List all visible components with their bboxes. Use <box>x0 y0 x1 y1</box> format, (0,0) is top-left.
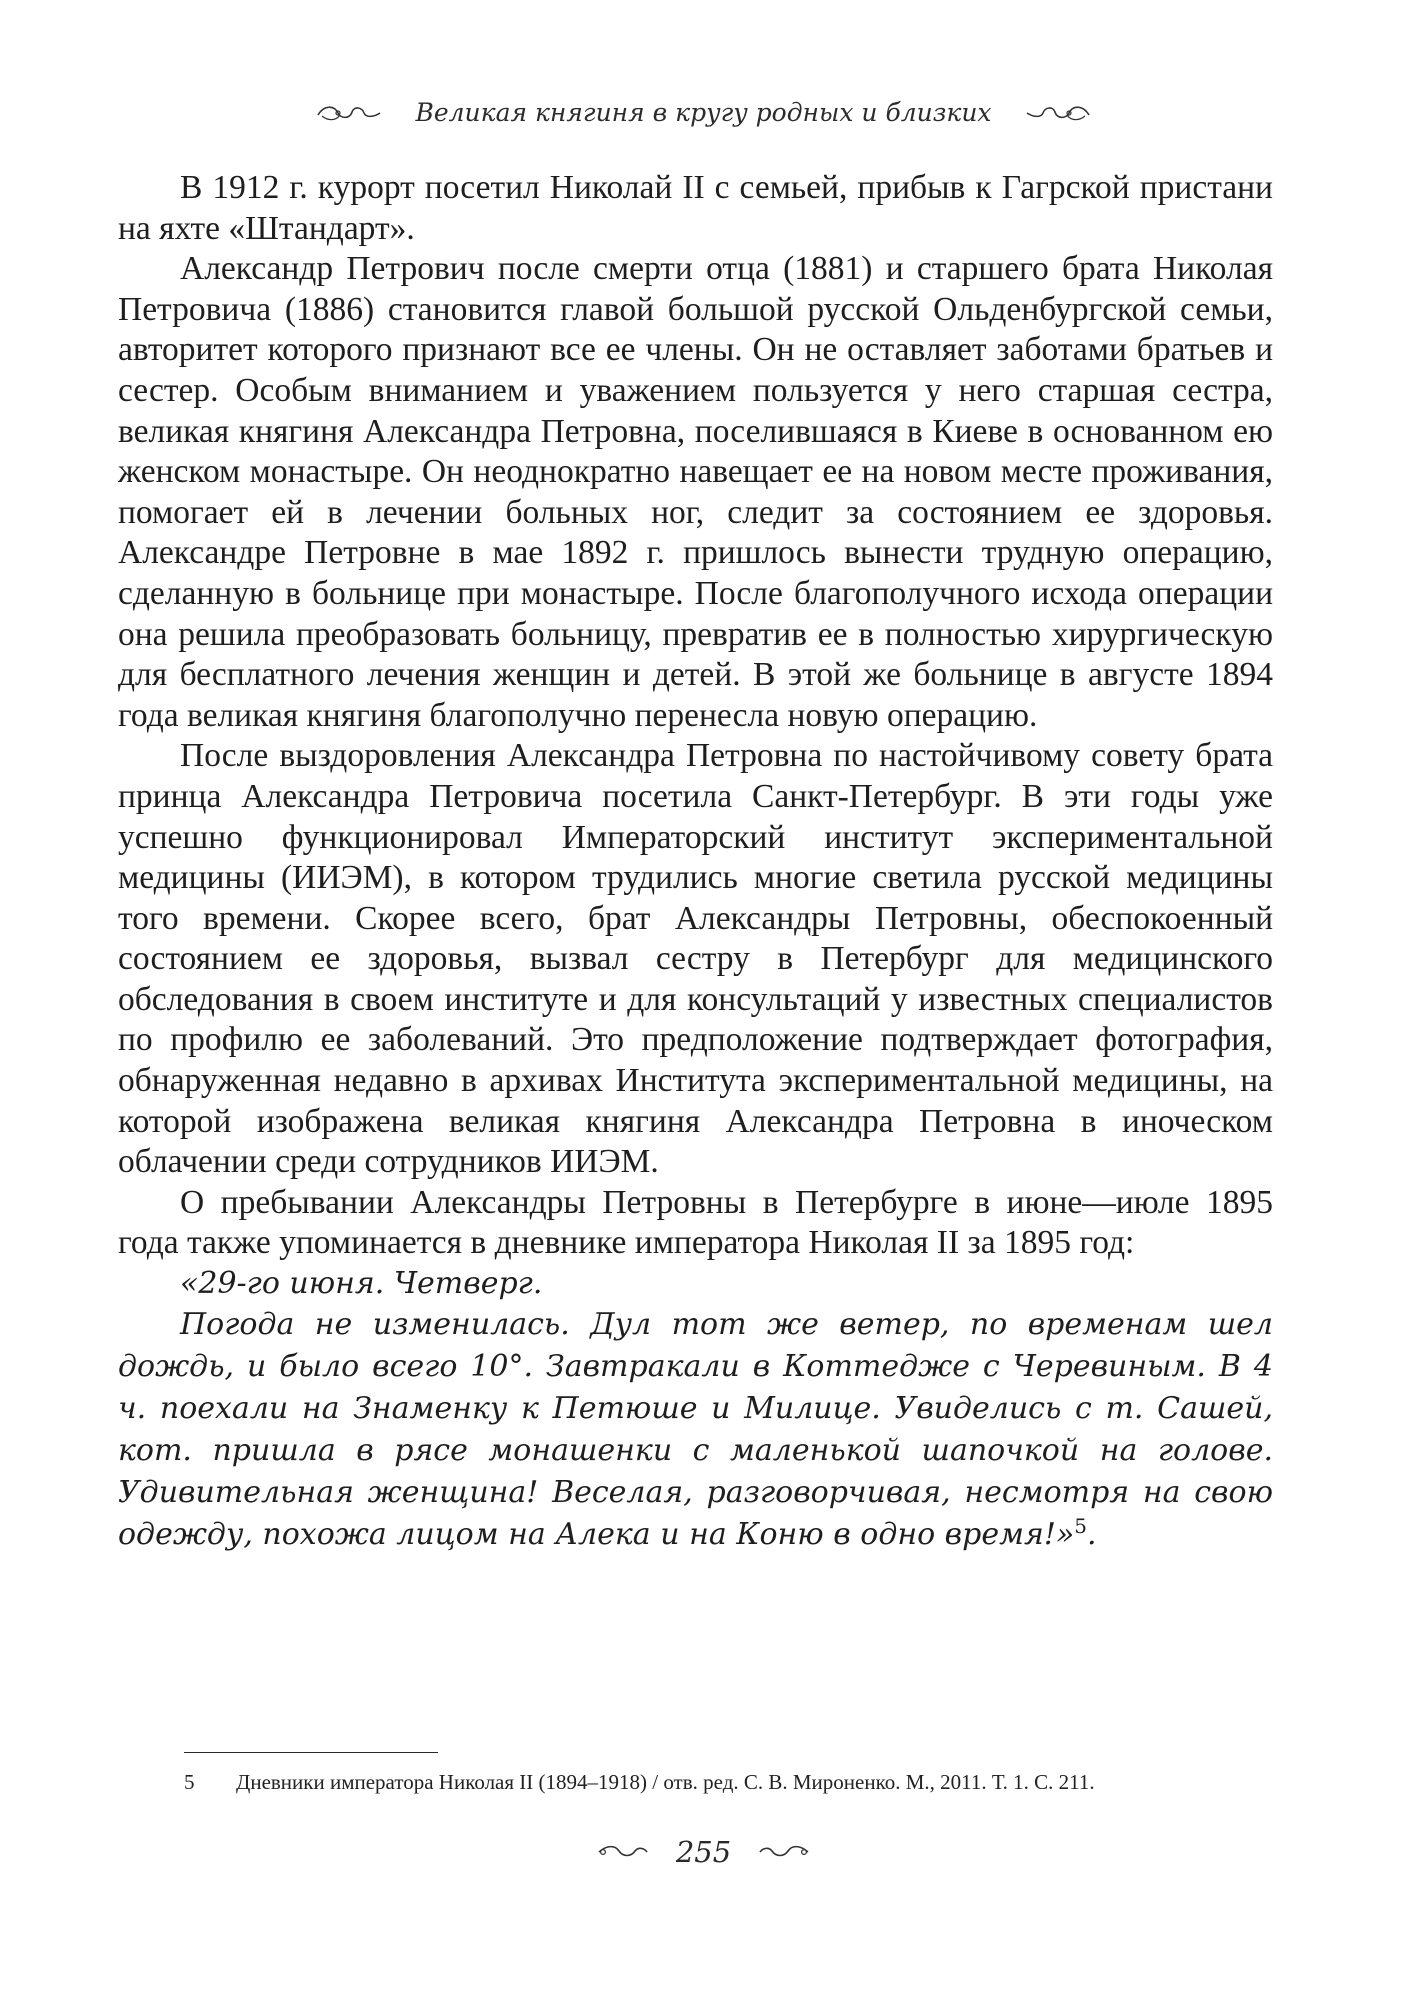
footnote-text: Дневники императора Николая II (1894–1918) / отв. ред. С. В. Мироненко. М., 2011. Т. 1. С. 211. <box>236 1770 1095 1794</box>
right-folio-flourish-icon <box>756 1843 812 1861</box>
paragraph: После выздоровления Александра Петровна по настойчивому совету брата принца Александра Петровича посетила Санкт-Петербург. В эти годы уже успешно функционировал Императорский институт экспериментальной медицины (ИИЭМ), в котором трудились многие светила русской медицины того времени. Скорее всего, брат Александры Петровны, обеспокоенный состоянием ее здоровья, вызвал сестру в Петербург для медицинского обследования в своем институте и для консультаций у известных специалистов по профилю ее заболеваний. Это предположение подтверждает фотография, обнаруженная недавно в архивах Института экспериментальной медицины, на которой изображена великая княгиня Александра Петровна в иноческом облачении среди сотрудников ИИЭМ. <box>118 737 1273 1181</box>
main-text <box>118 168 1273 1556</box>
right-flourish-icon <box>1023 103 1093 123</box>
quote-heading: «29-го июня. Четверг. <box>180 1266 543 1302</box>
footnote <box>184 1770 1284 1795</box>
page-number-footer <box>0 1833 1407 1869</box>
diary-quote <box>118 1304 1273 1556</box>
diary-quote-text: Погода не изменилась. Дул тот же ветер, по временам шел дождь, и было всего 10°. Завтракали в Коттедже с Черевиным. В 4 ч. поехали на Знаменку к Петюше и Милице. Увиделись с т. Сашей, кот. пришла в рясе монашенки с маленькой шапочкой на голове. Удивительная женщина! Веселая, разговорчивая, несмотря на свою одежду, похожа лицом на Алека и на Коню в одно время!» <box>118 1307 1273 1553</box>
page-number: 255 <box>675 1835 732 1869</box>
left-folio-flourish-icon <box>595 1843 651 1861</box>
footnote-number: 5 <box>184 1770 195 1794</box>
quote-end-punctuation: . <box>1086 1517 1097 1553</box>
footnote-divider <box>184 1752 438 1753</box>
paragraph: В 1912 г. курорт посетил Николай II с семьей, прибыв к Гагрской пристани на яхте «Штандарт». <box>118 169 1273 247</box>
paragraph: Александр Петрович после смерти отца (1881) и старшего брата Николая Петровича (1886) становится главой большой русской Ольденбургской семьи, авторитет которого признают все ее члены. Он не оставляет заботами братьев и сестер. Особым вниманием и уважением пользуется у него старшая сестра, великая княгиня Александра Петровна, поселившаяся в Киеве в основанном ею женском монастыре. Он неоднократно навещает ее на новом месте проживания, помогает ей в лечении больных ног, следит за состоянием ее здоровья. Александре Петровне в мае 1892 г. пришлось вынести трудную операцию, сделанную в больнице при монастыре. После благополучного исхода операции она решила преобразовать больницу, превратив ее в полностью хирургическую для бесплатного лечения женщин и детей. В этой же больнице в августе 1894 года великая княгиня благополучно перенесла новую операцию. <box>118 250 1273 734</box>
paragraph: О пребывании Александры Петровны в Петербурге в июне—июле 1895 года также упоминается в дневнике императора Николая II за 1895 год: <box>118 1183 1273 1262</box>
left-flourish-icon <box>314 103 384 123</box>
footnote-reference: 5 <box>1074 1514 1087 1539</box>
running-title: Великая княгиня в кругу родных и близких <box>415 98 992 127</box>
running-head <box>0 96 1407 136</box>
